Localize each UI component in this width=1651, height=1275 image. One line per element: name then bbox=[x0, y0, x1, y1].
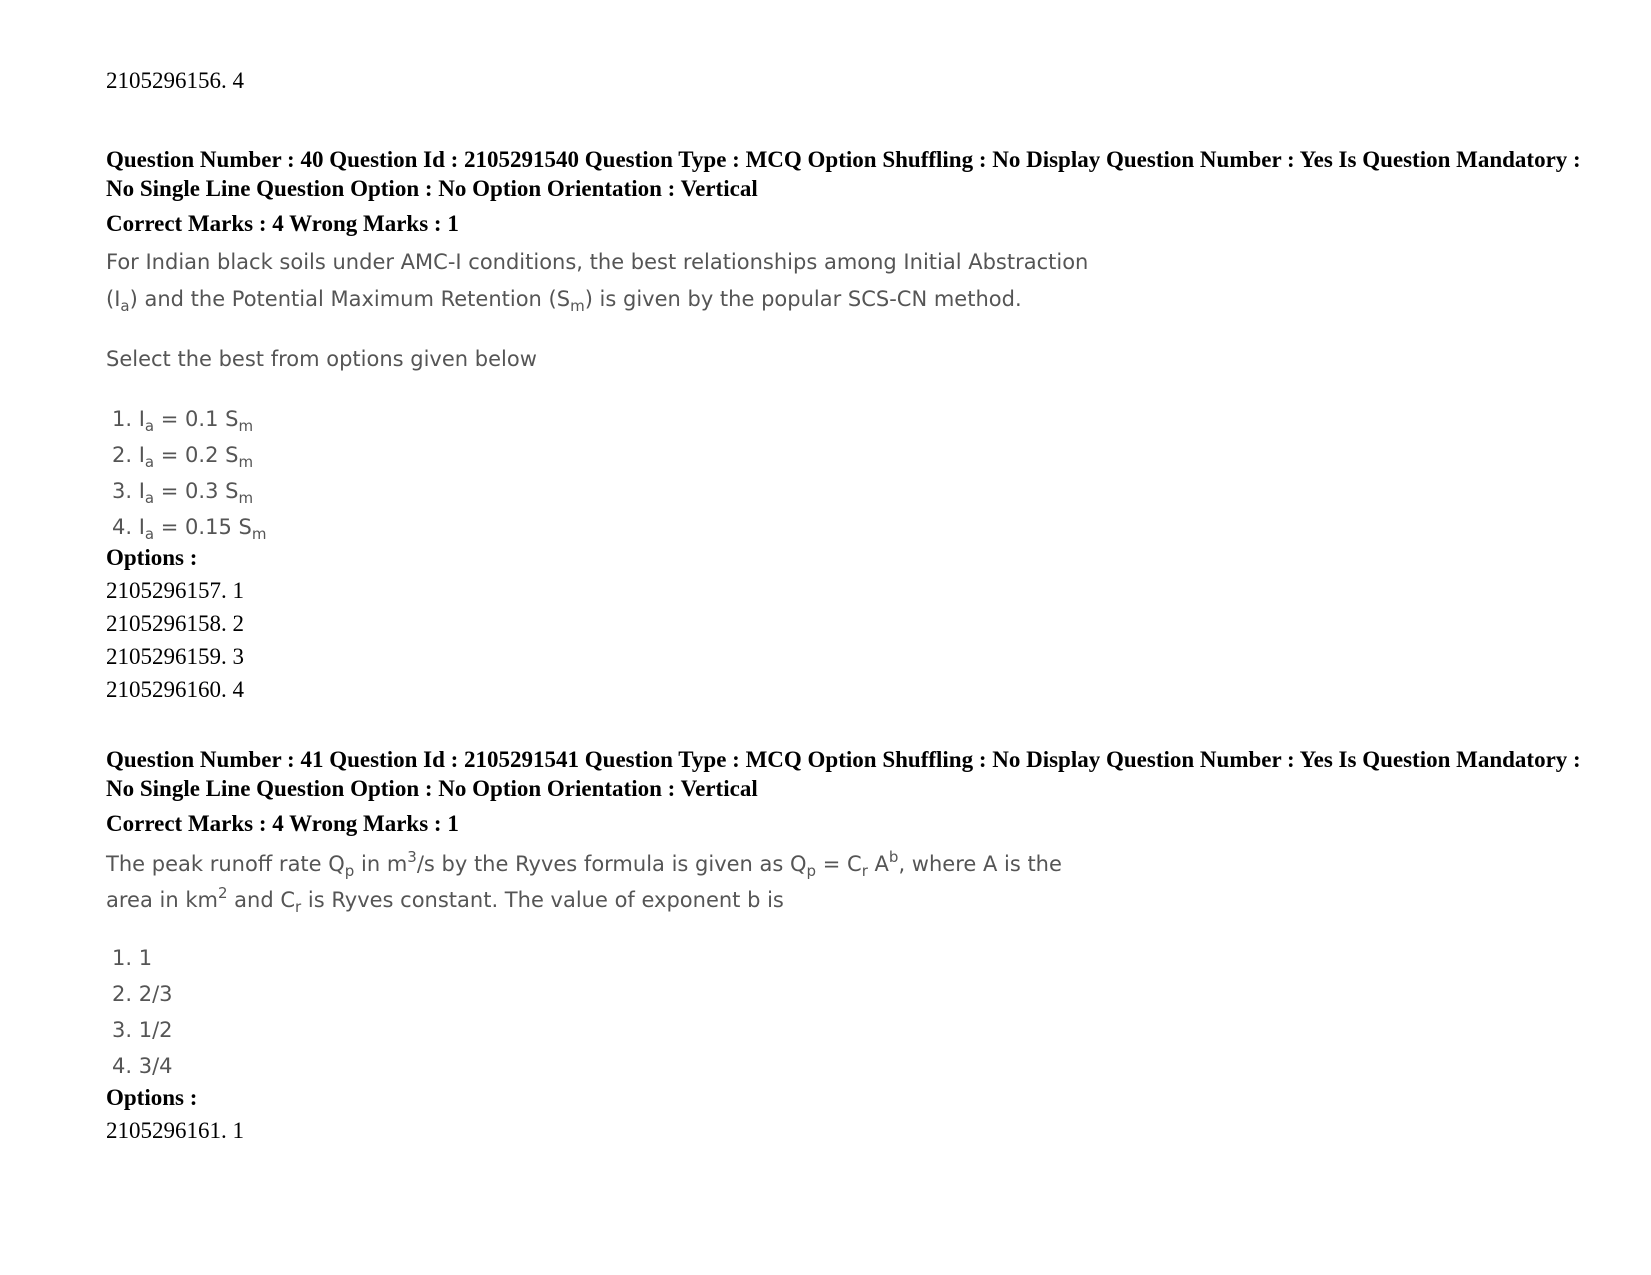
q40-choice-3: 3. $I_a = 0.3$ $S_m$ bbox=[112, 479, 254, 507]
q41-text-line2: area in $km^2$ and $C_r$ is Ryves constant. The value of exponent b is bbox=[106, 884, 784, 916]
q41-marks: Correct Marks : 4 Wrong Marks : 1 bbox=[106, 811, 459, 836]
q40-option-3: 2105296159. 3 bbox=[106, 644, 244, 669]
q40-text-line1: For Indian black soils under AMC-I conditions, the best relationships among Initial Abstraction bbox=[106, 250, 1089, 274]
q40-options-label: Options : bbox=[106, 545, 198, 570]
q41-text-line1: The peak runoff rate $Q_p$ in $m^3/s$ by the Ryves formula is given as $Q_p = C_r$ $A^b$, where A is the bbox=[106, 848, 1062, 880]
q41-option-1: 2105296161. 1 bbox=[106, 1118, 244, 1143]
q40-option-4: 2105296160. 4 bbox=[106, 677, 244, 702]
q40-marks: Correct Marks : 4 Wrong Marks : 1 bbox=[106, 211, 459, 236]
q40-option-1: 2105296157. 1 bbox=[106, 578, 244, 603]
q41-choice-4: 4. 3/4 bbox=[112, 1054, 173, 1078]
q41-choice-2: 2. 2/3 bbox=[112, 982, 173, 1006]
q40-choice-1: 1. $I_a = 0.1$ $S_m$ bbox=[112, 407, 254, 435]
q40-text-line2: $(I_a)$ and the Potential Maximum Retention $(S_m)$ is given by the popular SCS-CN method. bbox=[106, 287, 1022, 315]
q41-choice-3: 3. 1/2 bbox=[112, 1018, 173, 1042]
q40-choice-2: 2. $I_a = 0.2$ $S_m$ bbox=[112, 443, 254, 471]
q40-option-2: 2105296158. 2 bbox=[106, 611, 244, 636]
q40-meta: Question Number : 40 Question Id : 2105291540 Question Type : MCQ Option Shuffling : No Display Question Number : Yes Is Question Mandatory : No Single Line Question Option : No Option Orientation : Vertical bbox=[106, 147, 1581, 201]
q41-choice-1: 1. 1 bbox=[112, 946, 153, 970]
q40-instruction: Select the best from options given below bbox=[106, 347, 537, 371]
q41-options-label: Options : bbox=[106, 1085, 198, 1110]
prev-option-line: 2105296156. 4 bbox=[106, 68, 244, 93]
q40-choice-4: 4. $I_a = 0.15$ $S_m$ bbox=[112, 515, 267, 543]
q41-meta: Question Number : 41 Question Id : 2105291541 Question Type : MCQ Option Shuffling : No Display Question Number : Yes Is Question Mandatory : No Single Line Question Option : No Option Orientation : Vertical bbox=[106, 747, 1581, 801]
